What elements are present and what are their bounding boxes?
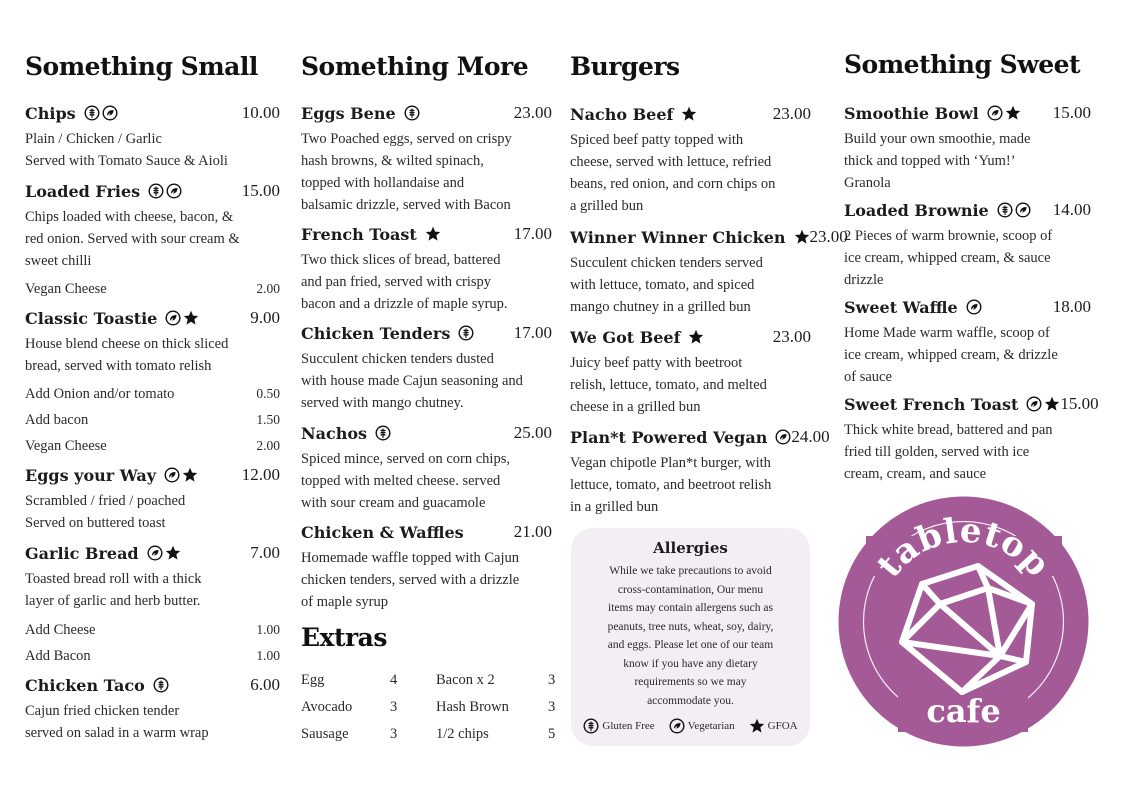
item-name: Chicken Tenders	[301, 323, 451, 343]
description-line: bacon and a drizzle of maple syrup.	[301, 296, 508, 312]
gluten-free-icon	[458, 325, 474, 341]
gfoa-star-icon	[681, 106, 697, 122]
menu-item-eggs-your-way	[25, 464, 280, 534]
item-description	[301, 547, 552, 613]
section-title: Something Sweet	[844, 50, 1081, 79]
vegetarian-icon	[166, 183, 182, 199]
description-line: drizzle	[844, 272, 884, 288]
description-line: with house made Cajun seasoning and	[301, 373, 523, 389]
menu-item-classic-toastie	[25, 307, 280, 377]
item-price: 23.00	[772, 327, 811, 346]
item-name: Eggs Bene	[301, 103, 396, 123]
gfoa-star-icon	[1044, 396, 1060, 412]
description-line: Vegan chipotle Plan*t burger, with	[570, 455, 771, 471]
item-price: 21.00	[513, 522, 552, 541]
item-price: 9.00	[250, 308, 280, 327]
allergies-text	[585, 562, 796, 710]
vegetarian-icon	[165, 310, 181, 326]
addon-price: 1.00	[256, 648, 280, 663]
extra-item-price: 3	[390, 699, 398, 715]
item-description	[25, 568, 280, 612]
description-line: red onion. Served with sour cream &	[25, 231, 240, 247]
addon-price: 1.50	[256, 412, 280, 427]
description-line: lettuce, tomato, and beetroot relish	[570, 477, 772, 493]
description-line: Scrambled / fried / poached	[25, 493, 186, 509]
addon-price: 2.00	[256, 438, 280, 453]
extra-item-label: Egg	[301, 672, 325, 688]
allergy-text-line: peanuts, tree nuts, wheat, soy, dairy,	[607, 620, 774, 633]
allergy-text-line: requirements so we may	[634, 676, 747, 688]
item-price: 14.00	[1052, 200, 1091, 219]
description-line: of maple syrup	[301, 594, 388, 610]
description-line: Chips loaded with cheese, bacon, &	[25, 209, 234, 225]
gluten-free-icon	[583, 718, 599, 734]
legend-label: Vegetarian	[687, 720, 735, 732]
description-line: served on salad in a warm wrap	[25, 725, 209, 741]
description-line: and pan fried, served with crispy	[301, 274, 492, 290]
extra-item-label: Sausage	[301, 726, 349, 742]
gfoa-star-icon	[1005, 105, 1021, 121]
addon-label: Add bacon	[25, 412, 89, 428]
description-line: Spiced beef patty topped with	[570, 132, 744, 148]
vegetarian-icon	[1026, 396, 1042, 412]
allergy-text-line: and eggs. Please let one of our team	[607, 639, 774, 651]
item-price: 6.00	[250, 675, 280, 694]
addon-price: 0.50	[256, 386, 280, 401]
item-name: Winner Winner Chicken	[570, 227, 786, 247]
item-name: Chicken & Waffles	[301, 522, 464, 542]
addon-row	[25, 383, 280, 405]
menu-item-smoothie-bowl	[844, 102, 1091, 194]
item-name: Loaded Fries	[25, 181, 141, 201]
vegetarian-icon	[164, 467, 180, 483]
addon-row	[25, 435, 280, 457]
description-line: Succulent chicken tenders served	[570, 255, 763, 271]
item-description	[25, 490, 280, 534]
gluten-free-icon	[997, 202, 1013, 218]
section-title: Something More	[301, 52, 529, 81]
description-line: bread, served with tomato relish	[25, 358, 212, 374]
description-line: a grilled bun	[570, 198, 644, 214]
description-line: Succulent chicken tenders dusted	[301, 351, 494, 367]
description-line: in a grilled bun	[570, 499, 659, 515]
description-line: ice cream, whipped cream, & drizzle	[844, 347, 1058, 363]
item-name: We Got Beef	[570, 327, 681, 347]
extra-item-label: Hash Brown	[436, 699, 509, 715]
extras-list	[301, 672, 556, 752]
menu-item-chicken-taco	[25, 674, 280, 744]
item-price: 15.00	[1060, 394, 1099, 413]
menu-item-nachos	[301, 422, 552, 514]
vegetarian-icon	[987, 105, 1003, 121]
description-line: with sour cream and guacamole	[301, 495, 486, 511]
gfoa-star-icon	[425, 226, 441, 242]
vegetarian-icon	[1015, 202, 1031, 218]
extra-item-label: Avocado	[301, 699, 353, 715]
description-line: Homemade waffle topped with Cajun	[301, 550, 519, 566]
addon-label: Vegan Cheese	[25, 438, 107, 454]
item-price: 10.00	[241, 103, 280, 122]
gluten-free-icon	[153, 677, 169, 693]
item-description	[25, 128, 280, 172]
addon-row	[25, 645, 280, 667]
item-name: Chicken Taco	[25, 675, 145, 695]
item-name: Eggs your Way	[25, 465, 156, 485]
vegetarian-icon	[775, 429, 791, 445]
description-line: Two thick slices of bread, battered	[301, 252, 501, 268]
description-line: Spiced mince, served on corn chips,	[301, 451, 510, 467]
extra-item-label: 1/2 chips	[436, 726, 489, 742]
description-line: with lettuce, tomato, and spiced	[570, 277, 755, 293]
tabletop-cafe-logo	[838, 496, 1089, 747]
description-line: mango chutney in a grilled bun	[570, 299, 751, 315]
description-line: 2 Pieces of warm brownie, scoop of	[844, 228, 1053, 244]
gfoa-star-icon	[749, 718, 765, 734]
item-name: Smoothie Bowl	[844, 103, 979, 123]
item-name: Loaded Brownie	[844, 200, 989, 220]
extra-item-price: 3	[548, 699, 556, 715]
addon-row	[25, 619, 280, 641]
menu-item-garlic-bread	[25, 542, 280, 612]
description-line: relish, lettuce, tomato, and melted	[570, 377, 767, 393]
item-name: Sweet French Toast	[844, 394, 1019, 414]
item-price: 23.00	[772, 104, 811, 123]
item-description	[570, 352, 811, 418]
item-name: Classic Toastie	[25, 308, 158, 328]
menu-item-sweet-french-toast	[844, 393, 1099, 485]
item-description	[844, 128, 1091, 194]
description-line: Cajun fried chicken tender	[25, 703, 180, 719]
item-description	[301, 448, 552, 514]
addon-label: Add Onion and/or tomato	[25, 386, 175, 402]
gluten-free-icon	[375, 425, 391, 441]
description-line: Granola	[844, 175, 891, 191]
item-description	[301, 348, 552, 414]
item-price: 23.00	[809, 227, 848, 246]
item-name: Plan*t Powered Vegan	[570, 427, 768, 447]
description-line: hash browns, & wilted spinach,	[301, 153, 484, 169]
item-price: 17.00	[513, 224, 552, 243]
description-line: Served with Tomato Sauce & Aioli	[25, 153, 228, 169]
description-line: beans, red onion, and corn chips on	[570, 176, 776, 192]
description-line: balsamic drizzle, served with Bacon	[301, 197, 511, 213]
allergy-text-line: While we take precautions to avoid	[609, 565, 772, 577]
allergy-text-line: items may contain allergens such as	[608, 602, 773, 614]
gluten-free-icon	[148, 183, 164, 199]
gfoa-star-icon	[688, 329, 704, 345]
item-price: 12.00	[241, 465, 280, 484]
extra-item-price: 3	[390, 726, 398, 742]
item-price: 7.00	[250, 543, 280, 562]
description-line: chicken tenders, served with a drizzle	[301, 572, 520, 588]
description-line: ice cream, whipped cream, & sauce	[844, 250, 1051, 266]
description-line: layer of garlic and herb butter.	[25, 593, 201, 609]
gfoa-star-icon	[794, 229, 810, 245]
description-line: Served on buttered toast	[25, 515, 166, 531]
menu-item-loaded-fries	[25, 180, 280, 272]
vegetarian-icon	[102, 105, 118, 121]
description-line: Juicy beef patty with beetroot	[570, 355, 743, 371]
description-line: served with mango chutney.	[301, 395, 464, 411]
addon-label: Add Bacon	[25, 648, 91, 664]
description-line: topped with melted cheese. served	[301, 473, 501, 489]
legend-label: Gluten Free	[602, 720, 655, 732]
description-line: Thick white bread, battered and pan	[844, 422, 1053, 438]
item-description	[301, 249, 552, 315]
menu-item-sweet-waffle	[844, 296, 1091, 388]
allergen-legend	[571, 718, 810, 734]
description-line: House blend cheese on thick sliced	[25, 336, 229, 352]
item-description	[570, 452, 811, 518]
allergy-text-line: know if you have any dietary	[623, 657, 758, 670]
allergy-text-line: accommodate you.	[647, 694, 734, 707]
description-line: thick and topped with ‘Yum!’	[844, 153, 1016, 169]
item-description	[301, 128, 552, 216]
item-name: Chips	[25, 103, 76, 123]
legend-label: GFOA	[767, 720, 798, 732]
addon-price: 2.00	[256, 281, 280, 296]
description-line: cheese in a grilled bun	[570, 399, 701, 415]
item-price: 24.00	[791, 427, 830, 446]
description-line: topped with hollandaise and	[301, 175, 465, 191]
item-price: 23.00	[513, 103, 552, 122]
description-line: cream, cream, and sauce	[844, 466, 987, 482]
menu-item-winner-winner-chicken	[570, 226, 848, 318]
menu-item-french-toast	[301, 223, 552, 315]
vegetarian-icon	[147, 545, 163, 561]
addon-row	[25, 278, 280, 300]
menu-item-plan-t-powered-vegan	[570, 426, 830, 518]
item-description	[25, 333, 280, 377]
menu-item-loaded-brownie	[844, 199, 1091, 291]
menu-item-chicken-waffles	[301, 521, 552, 613]
description-line: Two Poached eggs, served on crispy	[301, 131, 512, 147]
extra-item-price: 3	[548, 672, 556, 688]
item-name: Nacho Beef	[570, 104, 674, 124]
item-description	[570, 129, 811, 217]
item-name: Nachos	[301, 423, 368, 443]
allergies-box	[571, 528, 810, 746]
item-price: 15.00	[1052, 103, 1091, 122]
section-title: Something Small	[25, 52, 258, 81]
menu-item-chips	[25, 102, 280, 172]
item-description	[25, 206, 280, 272]
gfoa-star-icon	[165, 545, 181, 561]
item-description	[25, 700, 280, 744]
extras-title: Extras	[301, 623, 387, 652]
vegetarian-icon	[669, 718, 685, 734]
menu-item-eggs-bene	[301, 102, 552, 216]
item-description	[844, 419, 1091, 485]
gfoa-star-icon	[183, 310, 199, 326]
extra-item-price: 4	[390, 672, 398, 688]
description-line: Plain / Chicken / Garlic	[25, 131, 162, 147]
gfoa-star-icon	[182, 467, 198, 483]
extra-item-price: 5	[548, 726, 556, 742]
logo-text-top: tabletop	[869, 510, 1059, 586]
description-line: cheese, served with lettuce, refried	[570, 154, 772, 170]
item-price: 18.00	[1052, 297, 1091, 316]
item-description	[844, 322, 1091, 388]
addon-label: Vegan Cheese	[25, 281, 107, 297]
allergies-title: Allergies	[653, 539, 728, 557]
description-line: Build your own smoothie, made	[844, 131, 1031, 147]
item-price: 15.00	[241, 181, 280, 200]
section-title: Burgers	[570, 52, 680, 81]
description-line: sweet chilli	[25, 253, 92, 269]
addon-label: Add Cheese	[25, 622, 96, 638]
description-line: of sauce	[844, 369, 892, 385]
item-name: Sweet Waffle	[844, 297, 958, 317]
menu-item-nacho-beef	[570, 103, 811, 217]
extra-item-label: Bacon x 2	[436, 672, 495, 688]
description-line: Home Made warm waffle, scoop of	[844, 325, 1050, 341]
item-price: 17.00	[513, 323, 552, 342]
description-line: fried till golden, served with ice	[844, 444, 1030, 460]
addon-price: 1.00	[256, 622, 280, 637]
item-price: 25.00	[513, 423, 552, 442]
menu-item-chicken-tenders	[301, 322, 552, 414]
menu-item-we-got-beef	[570, 326, 811, 418]
item-description	[844, 225, 1091, 291]
item-description	[570, 252, 811, 318]
gluten-free-icon	[404, 105, 420, 121]
item-name: Garlic Bread	[25, 543, 139, 563]
item-name: French Toast	[301, 224, 417, 244]
logo-text-bottom: cafe	[926, 692, 1001, 730]
description-line: Toasted bread roll with a thick	[25, 571, 202, 587]
gluten-free-icon	[84, 105, 100, 121]
addon-row	[25, 409, 280, 431]
vegetarian-icon	[966, 299, 982, 315]
allergy-text-line: cross-contamination, Our menu	[617, 583, 764, 596]
